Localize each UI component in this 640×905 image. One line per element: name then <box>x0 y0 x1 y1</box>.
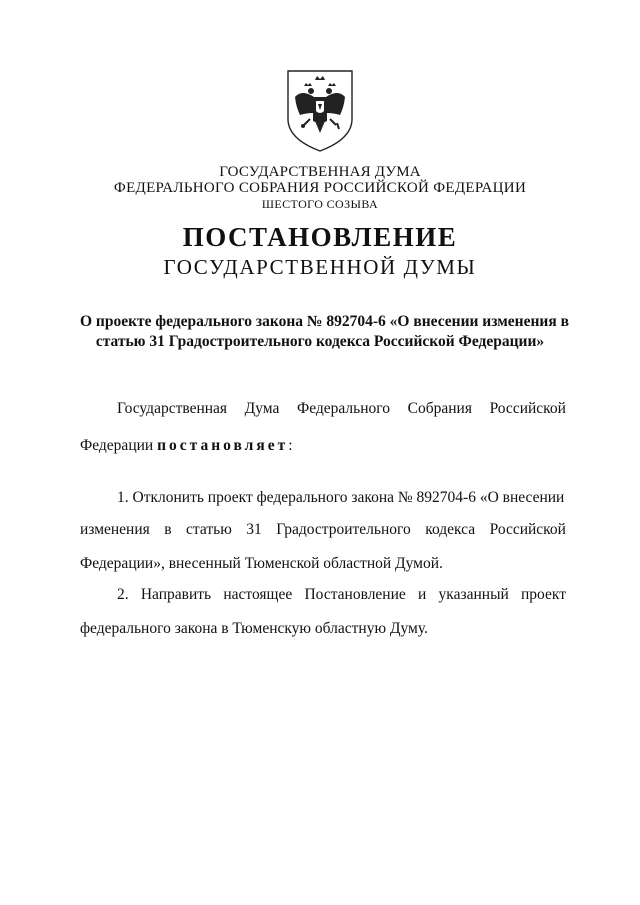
item-1-line-1: 1. Отклонить проект федерального закона № 892704-6 «О внесении <box>117 489 565 506</box>
header-convocation: ШЕСТОГО СОЗЫВА <box>261 197 379 211</box>
preamble-word: Российской <box>489 400 566 417</box>
item-1-word: Градостроительного <box>276 521 411 538</box>
item-1-word: кодекса <box>425 521 476 538</box>
item-1-word: в <box>164 521 172 538</box>
document-subject <box>80 312 569 352</box>
item-1-line-2 <box>80 521 566 539</box>
preamble-word: Собрания <box>407 400 472 417</box>
item-2-line-1 <box>117 586 566 604</box>
item-2-word: и <box>418 586 427 603</box>
item-1-word: изменения <box>80 521 150 538</box>
item-2-word: указанный <box>438 586 509 603</box>
item-2-word: Постановление <box>304 586 406 603</box>
decree-word: постановляет <box>157 437 289 454</box>
item-1-word: статью <box>186 521 232 538</box>
item-1-line-3: Федерации», внесенный Тюменской областной Думой. <box>80 555 443 572</box>
subject-line-1: О проекте федерального закона № 892704-6 «О внесении изменения в <box>80 313 569 330</box>
header-org-line-2: ФЕДЕРАЛЬНОГО СОБРАНИЯ РОССИЙСКОЙ ФЕДЕРАЦИИ <box>113 180 527 196</box>
preamble-word: Федерации <box>80 437 154 454</box>
preamble-word: Государственная <box>117 400 228 417</box>
item-1-word: Российской <box>489 521 566 538</box>
document-type-title: ПОСТАНОВЛЕНИЕ <box>182 222 458 252</box>
item-1-word: 31 <box>246 521 262 538</box>
item-2-word: проект <box>521 586 566 603</box>
decree-colon: : <box>288 437 293 454</box>
item-2-word: 2. <box>117 586 129 603</box>
russian-coat-of-arms-emblem <box>284 67 356 153</box>
item-2-line-2: федерального закона в Тюменскую областную Думу. <box>80 620 428 637</box>
item-2-word: Направить <box>140 586 212 603</box>
preamble-line-1 <box>117 400 566 418</box>
document-issuer-title: ГОСУДАРСТВЕННОЙ ДУМЫ <box>163 255 477 279</box>
header-org-line-1: ГОСУДАРСТВЕННАЯ ДУМА <box>219 164 421 180</box>
preamble-word: Федерального <box>296 400 391 417</box>
item-2-word: настоящее <box>223 586 293 603</box>
subject-line-2: статью 31 Градостроительного кодекса Российской Федерации» <box>95 333 545 350</box>
preamble-word: Дума <box>244 400 280 417</box>
preamble-line-2 <box>80 437 293 455</box>
